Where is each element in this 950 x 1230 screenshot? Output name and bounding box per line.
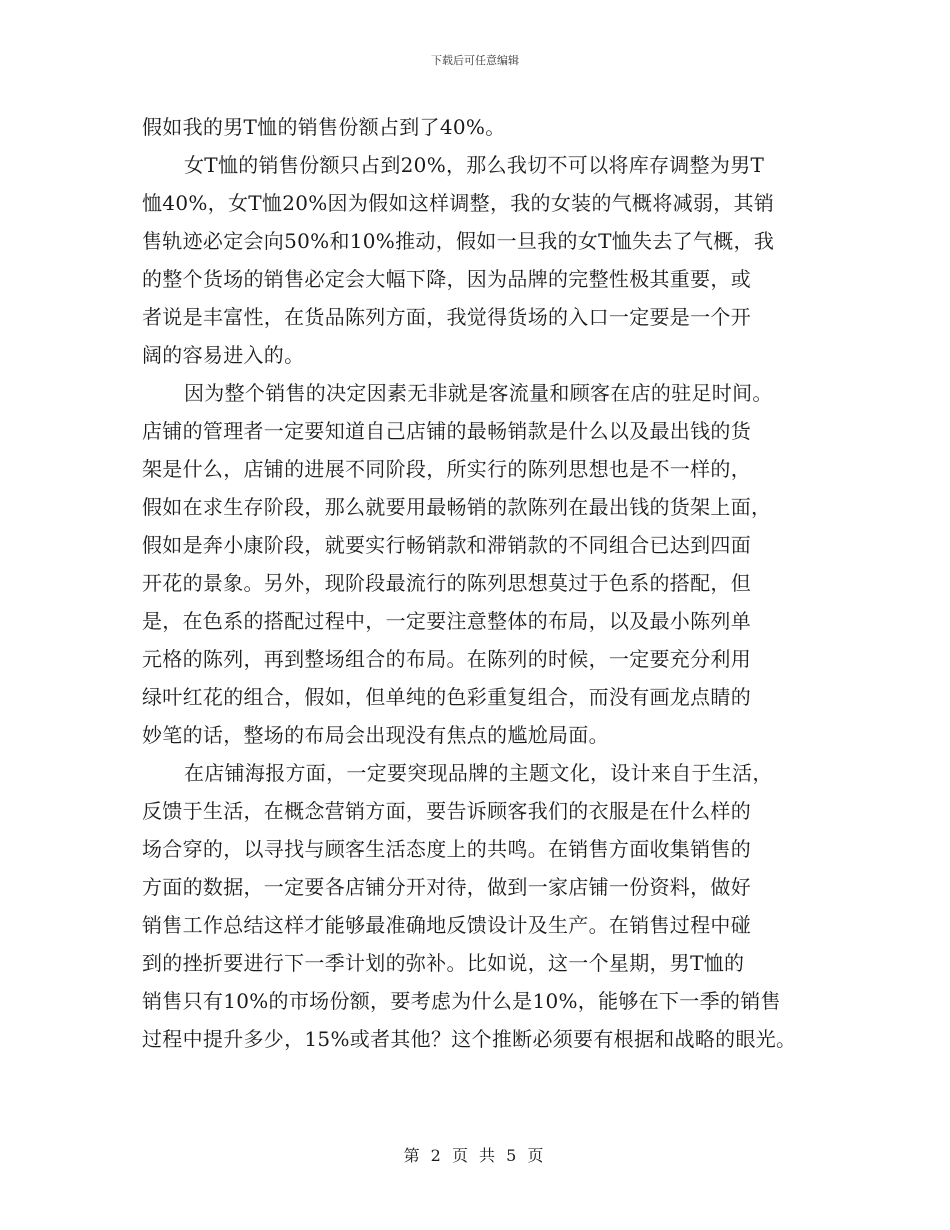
text-line: 销售工作总结这样才能够最准确地反馈设计及生产。在销售过程中碰 [142, 913, 751, 937]
text-line: 假如是奔小康阶段，就要实行畅销款和滞销款的不同组合已达到四面 [142, 533, 751, 557]
text-line: 反馈于生活，在概念营销方面，要告诉顾客我们的衣服是在什么样的 [142, 799, 751, 823]
text-line: 场合穿的，以寻找与顾客生活态度上的共鸣。在销售方面收集销售的 [142, 837, 751, 861]
text-line: 假如我的男T恤的销售份额占到了40%。 [142, 115, 506, 139]
document-body [142, 108, 824, 1058]
text-line: 在店铺海报方面，一定要突现品牌的主题文化，设计来自于生活， [184, 761, 773, 785]
text-line: 过程中提升多少，15%或者其他？这个推断必须要有根据和战略的眼光。 [142, 1027, 797, 1051]
text-line: 因为整个销售的决定因素无非就是客流量和顾客在店的驻足时间。 [184, 381, 773, 405]
text-line: 妙笔的话，整场的布局会出现没有焦点的尴尬局面。 [142, 723, 609, 747]
page-header: 下载后可任意编辑 [431, 54, 519, 67]
text-line: 是，在色系的搭配过程中，一定要注意整体的布局，以及最小陈列单 [142, 609, 751, 633]
text-line: 店铺的管理者一定要知道自己店铺的最畅销款是什么以及最出钱的货 [142, 419, 751, 443]
text-line: 方面的数据，一定要各店铺分开对待，做到一家店铺一份资料，做好 [142, 875, 751, 899]
text-line: 阔的容易进入的。 [142, 343, 305, 367]
text-line: 者说是丰富性，在货品陈列方面，我觉得货场的入口一定要是一个开 [142, 305, 751, 329]
text-line: 假如在求生存阶段，那么就要用最畅销的款陈列在最出钱的货架上面， [142, 495, 772, 519]
text-line: 架是什么，店铺的进展不同阶段，所实行的陈列思想也是不一样的， [142, 457, 751, 481]
text-line: 到的挫折要进行下一季计划的弥补。比如说，这一个星期，男T恤的 [142, 951, 745, 975]
text-line: 绿叶红花的组合，假如，但单纯的色彩重复组合，而没有画龙点睛的 [142, 685, 751, 709]
text-line: 元格的陈列，再到整场组合的布局。在陈列的时候，一定要充分利用 [142, 647, 751, 671]
page-number-footer: 第 2 页 共 5 页 [403, 1146, 547, 1165]
text-line: 的整个货场的销售必定会大幅下降，因为品牌的完整性极其重要，或 [142, 267, 751, 291]
text-line: 恤40%，女T恤20%因为假如这样调整，我的女装的气概将减弱，其销 [142, 191, 775, 215]
text-line: 开花的景象。另外，现阶段最流行的陈列思想莫过于色系的搭配，但 [142, 571, 751, 595]
text-line: 女T恤的销售份额只占到20%，那么我切不可以将库存调整为男T [184, 153, 765, 177]
text-line: 销售只有10%的市场份额，要考虑为什么是10%，能够在下一季的销售 [142, 989, 781, 1013]
text-line: 售轨迹必定会向50%和10%推动，假如一旦我的女T恤失去了气概，我 [142, 229, 775, 253]
